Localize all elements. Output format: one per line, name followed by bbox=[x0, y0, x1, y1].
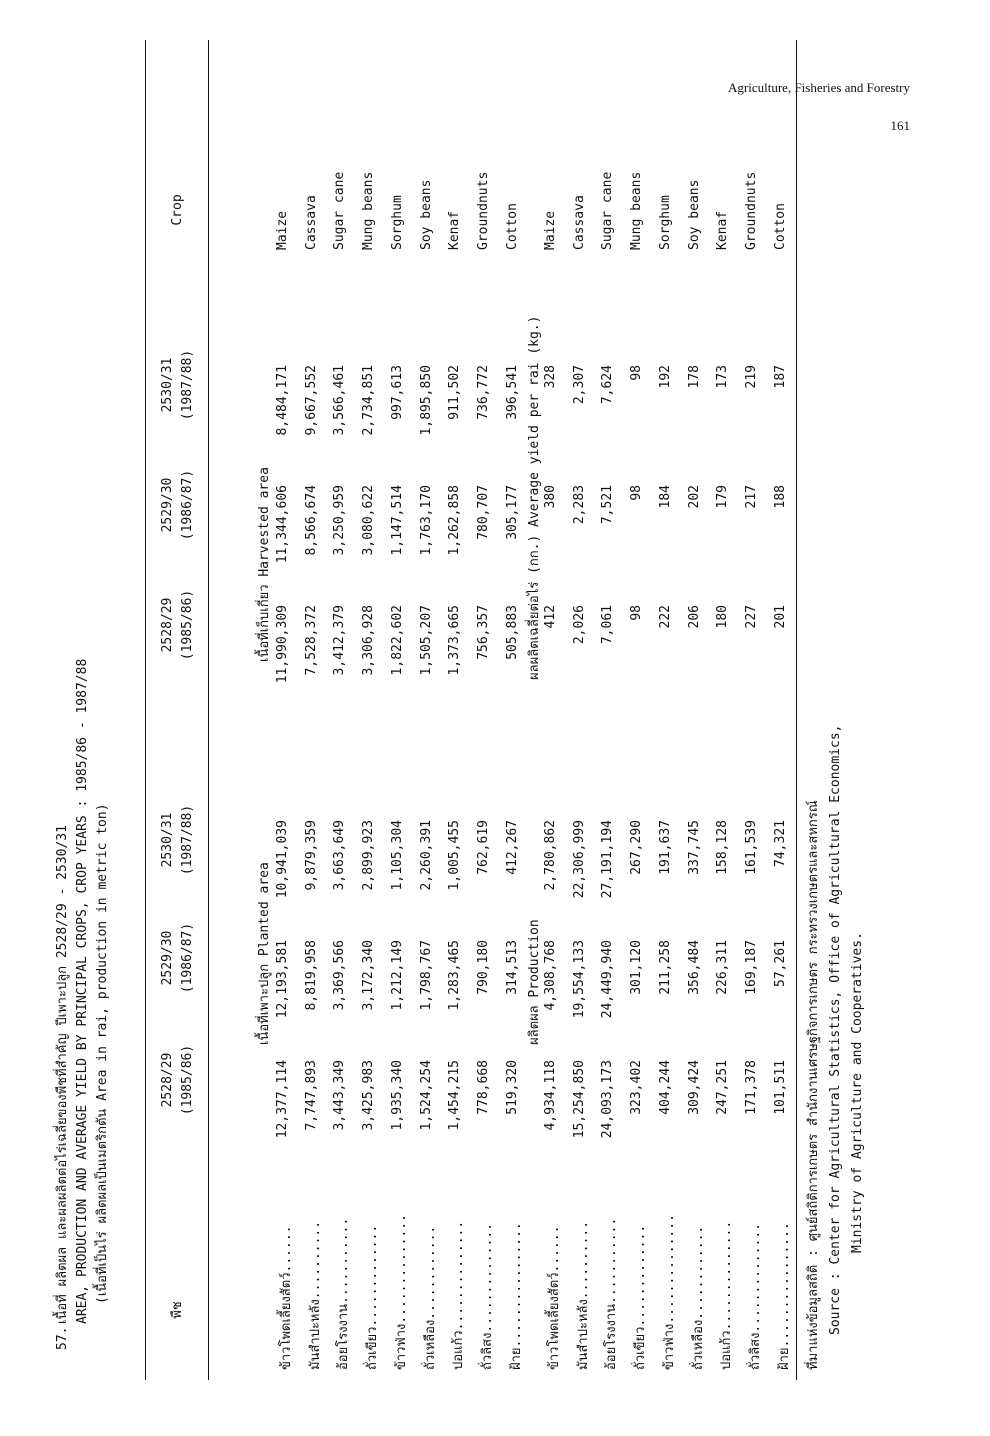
section-production: ผลิตผล Production bbox=[527, 919, 542, 1045]
crop-name-th: ปอแก้ว.............. bbox=[719, 1220, 735, 1370]
yield-value: 412 bbox=[543, 605, 558, 629]
page-number: 161 bbox=[890, 118, 910, 133]
crop-name-th: ปอแก้ว.............. bbox=[451, 1220, 467, 1370]
crop-name-th: อ้อยโรงงาน........... bbox=[336, 1217, 352, 1370]
year-header-th: 2528/29 bbox=[160, 1052, 175, 1108]
year-header-th: 2529/30 bbox=[160, 930, 175, 986]
year-header bbox=[158, 445, 198, 565]
planted-value: 1,212,149 bbox=[389, 940, 405, 1011]
rotated-table-page bbox=[53, 40, 933, 1380]
crop-name-th: ถั่วเขียว............. bbox=[633, 1224, 649, 1370]
planted-value: 1,283,465 bbox=[447, 940, 463, 1011]
harvested-value: 1,505,207 bbox=[418, 605, 434, 676]
crop-name-en: Soy beans bbox=[418, 179, 434, 250]
planted-value: 519,320 bbox=[504, 1060, 520, 1115]
harvested-value: 11,344,606 bbox=[275, 485, 290, 564]
yield-value: 7,521 bbox=[600, 485, 616, 525]
crop-name-th: ข้าวฟ่าง.............. bbox=[393, 1214, 409, 1370]
crop-name-en: Kenaf bbox=[447, 210, 463, 250]
crop-name-th: ถั่วเหลือง............ bbox=[422, 1225, 438, 1370]
yield-value: 222 bbox=[657, 605, 673, 629]
table-units: (เนื้อที่เป็นไร่ ผลิตผลเป็นเมตริกตัน Area in rai, production in metric ton) bbox=[95, 803, 110, 1304]
harvested-value: 756,357 bbox=[475, 605, 491, 660]
crop-name-th: ถั่วลิสง.............. bbox=[479, 1223, 495, 1370]
crop-name-th: ถั่วเขียว............. bbox=[365, 1224, 381, 1370]
crop-name-th: ถั่วลิสง.............. bbox=[747, 1223, 763, 1370]
yield-value: 192 bbox=[657, 365, 673, 389]
planted-value: 1,005,455 bbox=[447, 820, 463, 891]
harvested-value: 3,306,928 bbox=[361, 605, 377, 676]
planted-value: 3,663,649 bbox=[332, 820, 348, 891]
production-value: 169,187 bbox=[743, 940, 759, 995]
crop-name-en: Maize bbox=[543, 210, 558, 250]
harvested-value: 7,528,372 bbox=[303, 605, 319, 676]
production-value: 247,251 bbox=[715, 1060, 731, 1115]
yield-value: 7,624 bbox=[600, 365, 616, 405]
crop-name-en: Groundnuts bbox=[475, 171, 491, 250]
year-header-en: (1987/88) bbox=[180, 804, 195, 876]
crop-name-en: Groundnuts bbox=[743, 171, 759, 250]
year-header bbox=[158, 1020, 198, 1140]
harvested-value: 11,990,309 bbox=[275, 605, 290, 684]
yield-value: 227 bbox=[743, 605, 759, 629]
planted-value: 2,899,923 bbox=[361, 820, 377, 891]
harvested-value: 1,763,170 bbox=[418, 485, 434, 556]
production-value: 211,258 bbox=[657, 940, 673, 995]
year-header-en: (1985/86) bbox=[180, 589, 195, 661]
crop-name-th: อ้อยโรงงาน........... bbox=[604, 1217, 620, 1370]
production-value: 323,402 bbox=[629, 1060, 645, 1115]
year-header-th: 2530/31 bbox=[160, 357, 175, 413]
year-header-th: 2528/29 bbox=[160, 597, 175, 653]
planted-value: 790,180 bbox=[475, 940, 491, 995]
planted-value: 3,443,349 bbox=[332, 1060, 348, 1131]
crop-name-en: Sugar cane bbox=[600, 171, 616, 250]
production-value: 15,254,850 bbox=[571, 1060, 587, 1139]
planted-value: 12,193,581 bbox=[275, 940, 290, 1019]
production-value: 161,539 bbox=[743, 820, 759, 875]
harvested-value: 3,250,959 bbox=[332, 485, 348, 556]
section-title: Agriculture, Fisheries and Forestry bbox=[728, 80, 910, 95]
crop-name-en: Sorghum bbox=[657, 195, 673, 250]
harvested-value: 1,262,858 bbox=[447, 485, 463, 556]
production-value: 4,308,768 bbox=[543, 940, 558, 1011]
year-header bbox=[158, 780, 198, 900]
year-header-en: (1987/88) bbox=[180, 349, 195, 421]
yield-value: 179 bbox=[715, 485, 731, 509]
planted-value: 1,798,767 bbox=[418, 940, 434, 1011]
year-header bbox=[158, 898, 198, 1018]
crop-name-en: Soy beans bbox=[686, 179, 702, 250]
harvested-value: 997,613 bbox=[389, 365, 405, 420]
harvested-value: 1,895,850 bbox=[418, 365, 434, 436]
yield-value: 219 bbox=[743, 365, 759, 389]
harvested-value: 736,772 bbox=[475, 365, 491, 420]
harvested-value: 3,412,379 bbox=[332, 605, 348, 676]
production-value: 74,321 bbox=[772, 820, 788, 867]
production-value: 171,378 bbox=[743, 1060, 759, 1115]
production-value: 24,093,173 bbox=[600, 1060, 616, 1139]
section-harvested: เนื้อที่เก็บเกี่ยว Harvested area bbox=[257, 467, 272, 662]
harvested-value: 9,667,552 bbox=[303, 365, 319, 436]
source-en-1: Source : Center for Agricultural Statistics, Office of Agricultural Economics, bbox=[828, 724, 843, 1335]
crop-name-en: Cassava bbox=[571, 195, 587, 250]
crop-name-th: มันสำปะหลัง.......... bbox=[307, 1220, 323, 1370]
planted-value: 778,668 bbox=[475, 1060, 491, 1115]
year-header-th: 2530/31 bbox=[160, 812, 175, 868]
yield-value: 202 bbox=[686, 485, 702, 509]
top-rule bbox=[145, 40, 146, 1380]
harvested-value: 911,502 bbox=[447, 365, 463, 420]
yield-value: 98 bbox=[629, 485, 645, 501]
yield-value: 217 bbox=[743, 485, 759, 509]
crop-name-th: ข้าวฟ่าง.............. bbox=[661, 1214, 677, 1370]
production-value: 19,554,133 bbox=[571, 940, 587, 1019]
crop-name-en: Sorghum bbox=[389, 195, 405, 250]
harvested-value: 2,734,851 bbox=[361, 365, 377, 436]
production-value: 24,449,940 bbox=[600, 940, 616, 1019]
section-planted: เนื้อที่เพาะปลูก Planted area bbox=[257, 862, 272, 1045]
production-value: 101,511 bbox=[772, 1060, 788, 1115]
yield-value: 187 bbox=[772, 365, 788, 389]
planted-value: 762,619 bbox=[475, 820, 491, 875]
planted-value: 3,369,566 bbox=[332, 940, 348, 1011]
production-value: 404,244 bbox=[657, 1060, 673, 1115]
yield-value: 380 bbox=[543, 485, 558, 509]
planted-value: 412,267 bbox=[504, 820, 520, 875]
crop-name-en: Cotton bbox=[772, 203, 788, 250]
production-value: 27,191,194 bbox=[600, 820, 616, 899]
harvested-value: 8,484,171 bbox=[275, 365, 290, 436]
crop-name-th: ถั่วเหลือง............ bbox=[690, 1225, 706, 1370]
year-header-en: (1985/86) bbox=[180, 1044, 195, 1116]
source-en-2: Ministry of Agriculture and Cooperatives. bbox=[850, 932, 865, 1253]
planted-value: 10,941,039 bbox=[275, 820, 290, 899]
production-value: 158,128 bbox=[715, 820, 731, 875]
yield-value: 206 bbox=[686, 605, 702, 629]
production-value: 356,484 bbox=[686, 940, 702, 995]
planted-value: 9,879,359 bbox=[303, 820, 319, 891]
production-value: 22,306,999 bbox=[571, 820, 587, 899]
production-value: 2,780,862 bbox=[543, 820, 558, 891]
planted-value: 12,377,114 bbox=[275, 1060, 290, 1139]
source-th: ที่มาแห่งข้อมูลสถิติ : ศูนย์สถิติการเกษตร สำนักงานเศรษฐกิจการเกษตร กระทรวงเกษตรและสหกรณ์ bbox=[806, 800, 821, 1370]
production-value: 4,934,118 bbox=[543, 1060, 558, 1131]
yield-value: 178 bbox=[686, 365, 702, 389]
crop-name-th: ข้าวโพดเลี้ยงสัตว์...... bbox=[547, 1225, 562, 1370]
harvested-value: 1,822,602 bbox=[389, 605, 405, 676]
section-yield: ผลผลิตเฉลี่ยต่อไร่ (กก.) Average yield per rai (kg.) bbox=[527, 315, 542, 680]
production-value: 301,120 bbox=[629, 940, 645, 995]
crop-name-en: Maize bbox=[275, 210, 290, 250]
yield-value: 98 bbox=[629, 365, 645, 381]
planted-value: 1,454,215 bbox=[447, 1060, 463, 1131]
table-title-th: เนื้อที่ ผลิตผล และผลผลิตต่อไร่เฉลี่ยของพืชที่สำคัญ ปีเพาะปลูก 2528/29 - 2530/31 bbox=[55, 825, 70, 1324]
year-header-en: (1986/87) bbox=[180, 922, 195, 994]
table-title-en: AREA, PRODUCTION AND AVERAGE YIELD BY PRINCIPAL CROPS, CROP YEARS : 1985/86 - 1987/88 bbox=[75, 658, 90, 1324]
bottom-rule bbox=[796, 40, 797, 1380]
planted-value: 3,172,340 bbox=[361, 940, 377, 1011]
production-value: 226,311 bbox=[715, 940, 731, 995]
harvested-value: 505,883 bbox=[504, 605, 520, 660]
crop-name-en: Cassava bbox=[303, 195, 319, 250]
crop-header-en: Crop bbox=[170, 194, 185, 226]
table-number: 57. bbox=[55, 1326, 70, 1350]
yield-value: 180 bbox=[715, 605, 731, 629]
crop-name-en: Mung beans bbox=[629, 171, 645, 250]
crop-name-th: ฝ้าย................ bbox=[508, 1222, 524, 1370]
crop-name-th: ฝ้าย................ bbox=[776, 1222, 792, 1370]
year-header-th: 2529/30 bbox=[160, 477, 175, 533]
harvested-value: 396,541 bbox=[504, 365, 520, 420]
year-header-en: (1986/87) bbox=[180, 469, 195, 541]
yield-value: 2,307 bbox=[571, 365, 587, 405]
crop-name-th: ข้าวโพดเลี้ยงสัตว์...... bbox=[279, 1225, 294, 1370]
planted-value: 2,260,391 bbox=[418, 820, 434, 891]
production-value: 309,424 bbox=[686, 1060, 702, 1115]
yield-value: 201 bbox=[772, 605, 788, 629]
harvested-value: 780,707 bbox=[475, 485, 491, 540]
table-title-block bbox=[53, 659, 113, 1350]
production-value: 57,261 bbox=[772, 940, 788, 987]
yield-value: 328 bbox=[543, 365, 558, 389]
planted-value: 1,105,304 bbox=[389, 820, 405, 891]
header-rule bbox=[208, 40, 209, 1380]
crop-name-th: มันสำปะหลัง.......... bbox=[575, 1220, 591, 1370]
planted-value: 7,747,893 bbox=[303, 1060, 319, 1131]
production-value: 191,637 bbox=[657, 820, 673, 875]
yield-value: 2,283 bbox=[571, 485, 587, 525]
yield-value: 7,061 bbox=[600, 605, 616, 645]
harvested-value: 1,147,514 bbox=[389, 485, 405, 556]
planted-value: 1,935,340 bbox=[389, 1060, 405, 1131]
planted-value: 3,425,983 bbox=[361, 1060, 377, 1131]
planted-value: 1,524,254 bbox=[418, 1060, 434, 1131]
planted-value: 314,513 bbox=[504, 940, 520, 995]
yield-value: 98 bbox=[629, 605, 645, 621]
harvested-value: 3,080,622 bbox=[361, 485, 377, 556]
year-header bbox=[158, 565, 198, 685]
yield-value: 184 bbox=[657, 485, 673, 509]
yield-value: 173 bbox=[715, 365, 731, 389]
crop-name-en: Sugar cane bbox=[332, 171, 348, 250]
harvested-value: 1,373,665 bbox=[447, 605, 463, 676]
crop-name-en: Cotton bbox=[504, 203, 520, 250]
yield-value: 188 bbox=[772, 485, 788, 509]
year-header bbox=[158, 325, 198, 445]
harvested-value: 3,566,461 bbox=[332, 365, 348, 436]
planted-value: 8,819,958 bbox=[303, 940, 319, 1011]
production-value: 267,290 bbox=[629, 820, 645, 875]
crop-name-en: Mung beans bbox=[361, 171, 377, 250]
harvested-value: 8,566,674 bbox=[303, 485, 319, 556]
yield-value: 2,026 bbox=[571, 605, 587, 645]
crop-header-th: พืช bbox=[170, 1301, 185, 1319]
crop-name-en: Kenaf bbox=[715, 210, 731, 250]
harvested-value: 305,177 bbox=[504, 485, 520, 540]
production-value: 337,745 bbox=[686, 820, 702, 875]
